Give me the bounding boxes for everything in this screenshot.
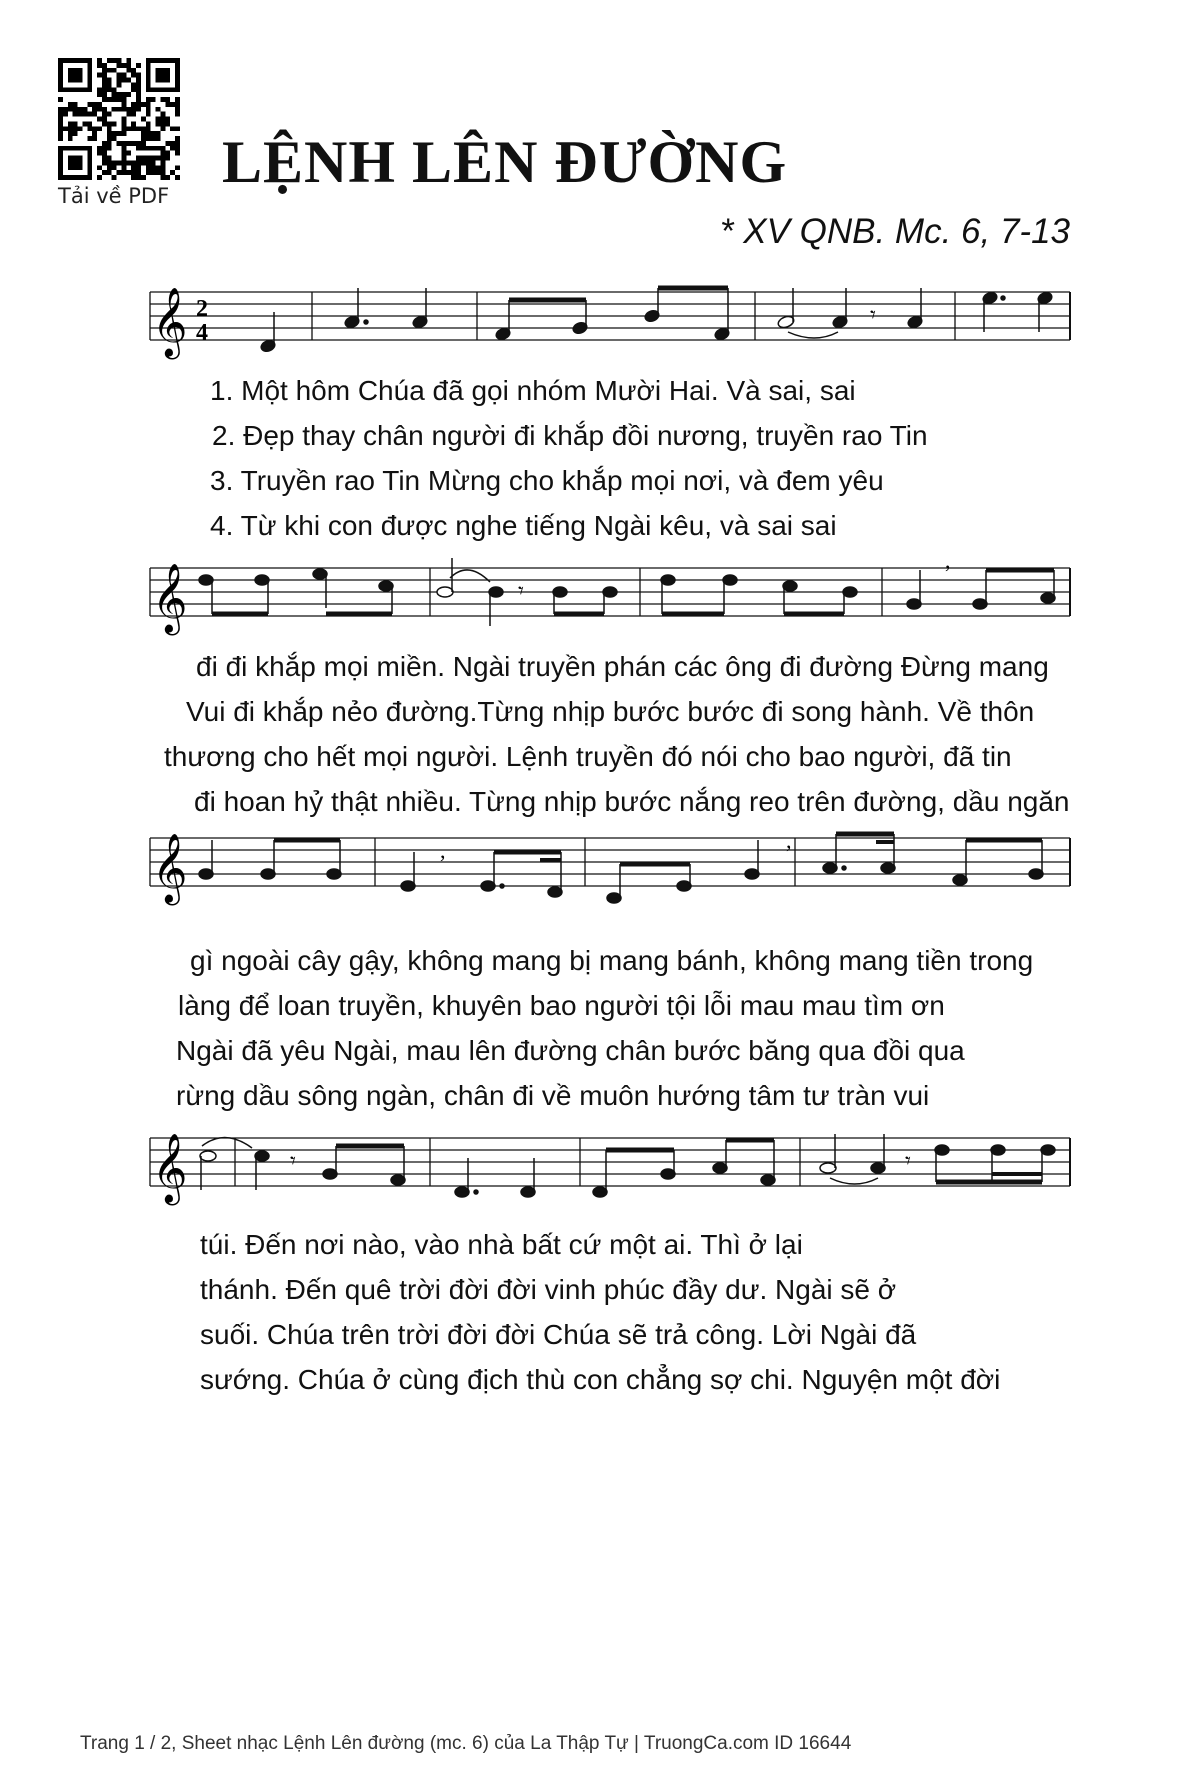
time-signature-bottom: 4 bbox=[196, 320, 208, 346]
lyric-line: Ngài đã yêu Ngài, mau lên đường chân bước băng qua đồi qua bbox=[176, 1035, 965, 1066]
svg-text:𝄾: 𝄾 bbox=[870, 303, 876, 328]
svg-text:,: , bbox=[440, 838, 446, 863]
lyric-line: sướng. Chúa ở cùng địch thù con chẳng sợ chi. Nguyện một đời bbox=[200, 1364, 1001, 1395]
lyric-line: suối. Chúa trên trời đời đời Chúa sẽ trả công. Lời Ngài đã bbox=[200, 1319, 917, 1350]
treble-clef-icon: 𝄞 bbox=[152, 1133, 188, 1203]
lyric-line: 2. Đẹp thay chân người đi khắp đồi nương, truyền rao Tin bbox=[212, 420, 928, 451]
page-footer: Trang 1 / 2, Sheet nhạc Lệnh Lên đường (mc. 6) của La Thập Tự | TruongCa.com ID 16644 bbox=[80, 1733, 852, 1754]
music-staff-3 bbox=[0, 808, 1200, 918]
lyric-line: làng để loan truyền, khuyên bao người tội lỗi mau mau tìm ơn bbox=[178, 990, 945, 1021]
svg-text:𝄾: 𝄾 bbox=[905, 1149, 911, 1174]
lyric-line: Vui đi khắp nẻo đường.Từng nhịp bước bước đi song hành. Về thôn bbox=[186, 696, 1035, 727]
time-signature-top: 2 bbox=[196, 296, 208, 322]
lyric-line: 4. Từ khi con được nghe tiếng Ngài kêu, và sai sai bbox=[210, 510, 837, 541]
treble-clef-icon: 𝄞 bbox=[152, 563, 188, 633]
svg-text:,: , bbox=[786, 828, 792, 853]
svg-text:𝄾: 𝄾 bbox=[290, 1149, 296, 1174]
song-subtitle: * XV QNB. Mc. 6, 7-13 bbox=[719, 212, 1070, 251]
music-staff-1 bbox=[0, 262, 1200, 372]
lyric-line: gì ngoài cây gậy, không mang bị mang bánh, không mang tiền trong bbox=[190, 945, 1034, 976]
lyric-line: 3. Truyền rao Tin Mừng cho khắp mọi nơi, và đem yêu bbox=[210, 465, 884, 496]
lyric-line: đi đi khắp mọi miền. Ngài truyền phán các ông đi đường Đừng mang bbox=[196, 651, 1049, 682]
download-pdf-label[interactable]: Tải về PDF bbox=[58, 184, 170, 208]
lyric-line: 1. Một hôm Chúa đã gọi nhóm Mười Hai. Và sai, sai bbox=[210, 375, 856, 406]
lyric-line: thương cho hết mọi người. Lệnh truyền đó nói cho bao người, đã tin bbox=[164, 741, 1012, 772]
lyric-line: rừng dầu sông ngàn, chân đi về muôn hướng tâm tư tràn vui bbox=[176, 1080, 930, 1111]
lyric-line: đi hoan hỷ thật nhiều. Từng nhịp bước nắng reo trên đường, dầu ngăn bbox=[194, 786, 1070, 817]
svg-text:,: , bbox=[945, 548, 951, 573]
song-title: LỆNH LÊN ĐƯỜNG bbox=[222, 129, 788, 195]
treble-clef-icon: 𝄞 bbox=[152, 287, 188, 357]
music-staff-2 bbox=[0, 538, 1200, 648]
lyric-line: thánh. Đến quê trời đời đời vinh phúc đầy dư. Ngài sẽ ở bbox=[200, 1274, 897, 1305]
lyric-line: túi. Đến nơi nào, vào nhà bất cứ một ai. Thì ở lại bbox=[200, 1229, 803, 1260]
treble-clef-icon: 𝄞 bbox=[152, 833, 188, 903]
qr-code-icon[interactable] bbox=[58, 58, 180, 180]
music-staff-4 bbox=[0, 1108, 1200, 1218]
svg-text:𝄾: 𝄾 bbox=[518, 579, 524, 604]
